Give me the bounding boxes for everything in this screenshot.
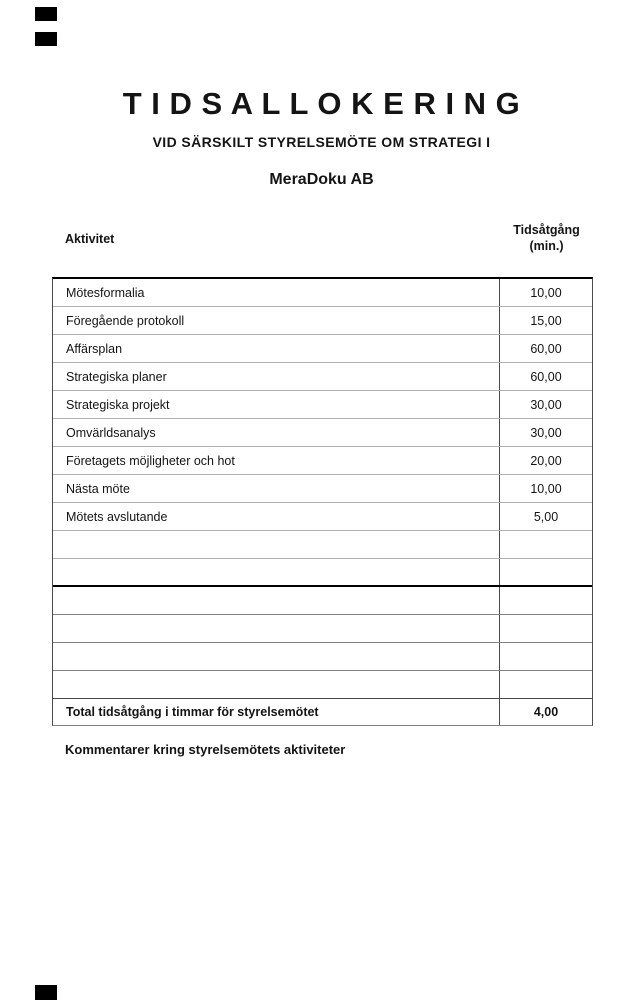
activity-cell: Föregående protokoll [66, 313, 185, 328]
table-row [53, 503, 592, 531]
table-row [53, 419, 592, 447]
minutes-cell [499, 671, 592, 698]
minutes-cell [499, 615, 592, 642]
table-row [53, 307, 592, 335]
minutes-cell [499, 587, 592, 614]
activity-cell [53, 531, 499, 558]
activity-cell: Mötets avslutande [66, 509, 168, 524]
empty-row [53, 671, 592, 699]
minutes-cell: 4,00 [499, 699, 592, 725]
activity-cell: Strategiska projekt [66, 397, 170, 412]
minutes-cell: 10,00 [499, 279, 592, 306]
minutes-cell [499, 643, 592, 670]
scan-mark-top-2 [35, 32, 57, 46]
column-header-activity: Aktivitet [65, 232, 115, 246]
empty-row [53, 643, 592, 671]
column-header-time [500, 222, 593, 254]
minutes-cell: 10,00 [499, 475, 592, 502]
scan-mark-top-1 [35, 7, 57, 21]
minutes-cell: 5,00 [499, 503, 592, 530]
page-title: T I D S A L L O K E R I N G [122, 86, 521, 121]
minutes-cell [499, 531, 592, 558]
table-row [53, 363, 592, 391]
activity-cell: Affärsplan [66, 341, 123, 356]
column-header-time-line1: Tidsåtgång [513, 223, 580, 237]
activity-cell: Total tidsåtgång i timmar för styrelsemötet [66, 705, 319, 719]
minutes-cell: 60,00 [499, 335, 592, 362]
minutes-cell: 20,00 [499, 447, 592, 474]
minutes-cell [499, 559, 592, 585]
activity-cell [53, 643, 499, 670]
table-row [53, 335, 592, 363]
column-header-time-line2: (min.) [529, 239, 564, 253]
minutes-cell: 30,00 [499, 391, 592, 418]
table-row [53, 475, 592, 503]
activity-cell [53, 559, 499, 585]
total-row [53, 699, 592, 725]
minutes-cell: 15,00 [499, 307, 592, 334]
activity-cell [53, 671, 499, 698]
activity-cell: Företagets möjligheter och hot [66, 453, 235, 468]
comments-heading: Kommentarer kring styrelsemötets aktiviteter [65, 742, 346, 757]
empty-row [53, 559, 592, 587]
minutes-cell: 30,00 [499, 419, 592, 446]
table-row [53, 447, 592, 475]
activity-cell: Omvärldsanalys [66, 425, 156, 440]
empty-row [53, 587, 592, 615]
page-subtitle: VID SÄRSKILT STYRELSEMÖTE OM STRATEGI I [152, 134, 491, 150]
minutes-cell: 60,00 [499, 363, 592, 390]
empty-row [53, 531, 592, 559]
company-name: MeraDoku AB [269, 171, 374, 188]
scan-mark-bottom [35, 985, 57, 1000]
time-allocation-table [52, 277, 593, 726]
activity-cell [53, 615, 499, 642]
activity-cell: Mötesformalia [66, 285, 145, 300]
activity-cell: Strategiska planer [66, 369, 167, 384]
activity-cell: Nästa möte [66, 481, 130, 496]
table-row [53, 279, 592, 307]
empty-row [53, 615, 592, 643]
activity-cell [53, 587, 499, 614]
table-row [53, 391, 592, 419]
